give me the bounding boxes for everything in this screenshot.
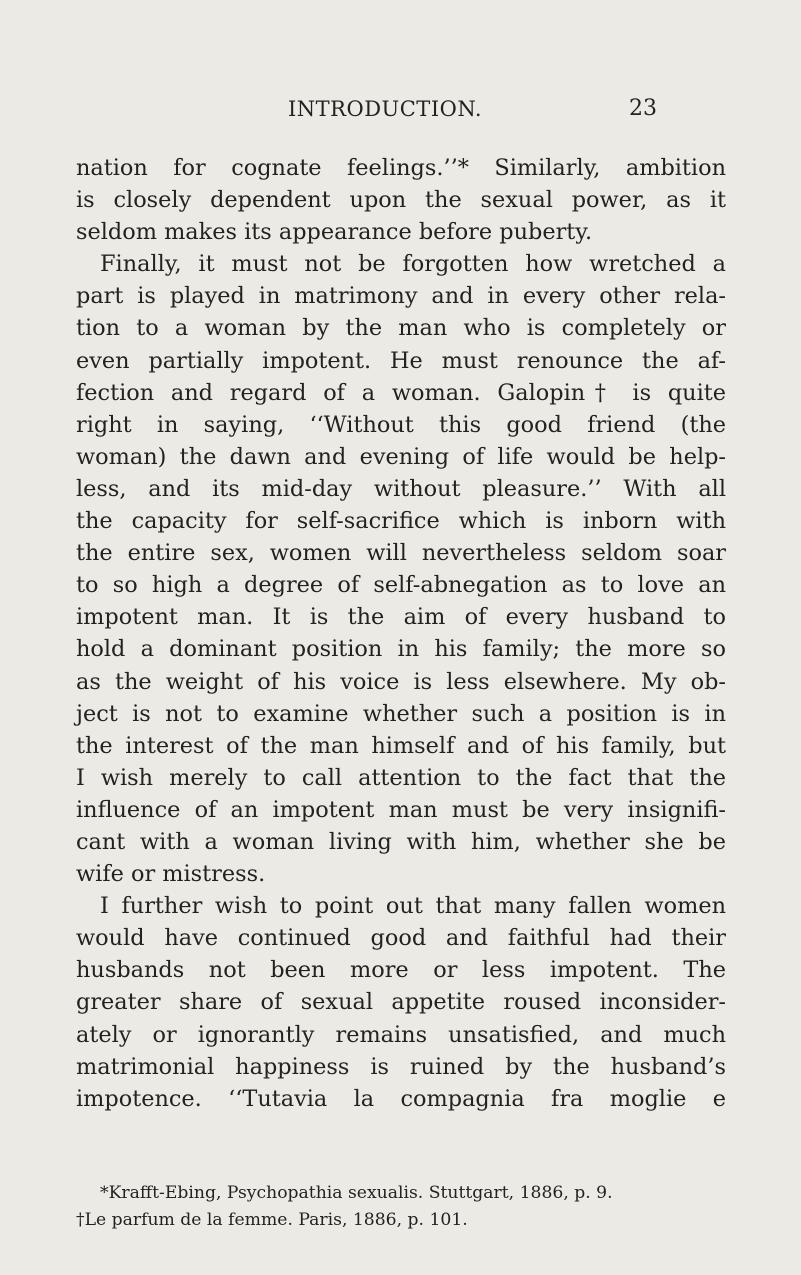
text-line: ately or ignorantly remains unsatisfied, and much [76, 1021, 726, 1048]
text-line: I further wish to point out that many fallen women [100, 893, 726, 920]
text-line: right in saying, ‘‘Without this good friend (the [76, 411, 726, 438]
running-header-title: INTRODUCTION. [288, 97, 483, 121]
text-line: cant with a woman living with him, whether she be [76, 828, 726, 855]
text-line: part is played in matrimony and in every other rela- [76, 283, 726, 310]
text-line: the entire sex, women will nevertheless seldom soar [76, 540, 726, 567]
text-line: wife or mistress. [76, 861, 266, 888]
text-line: fection and regard of a woman. Galopin† is quite [76, 379, 726, 406]
text-line: impotence. ‘‘Tutavia la compagnia fra moglie e [76, 1085, 726, 1112]
text-line: to so high a degree of self-abnegation as to love an [76, 572, 726, 599]
text-line: nation for cognate feelings.’’* Similarly, ambition [76, 155, 726, 181]
text-line: matrimonial happiness is ruined by the husband’s [76, 1053, 726, 1080]
footnote: *Krafft-Ebing, Psychopathia sexualis. Stuttgart, 1886, p. 9. [100, 1183, 613, 1203]
text-line: tion to a woman by the man who is completely or [76, 315, 726, 342]
text-line: impotent man. It is the aim of every husband to [76, 604, 726, 631]
page-number: 23 [629, 96, 657, 121]
text-line: influence of an impotent man must be very insignifi- [76, 796, 726, 823]
text-line: greater share of sexual appetite roused inconsider- [76, 989, 726, 1016]
footnotes [76, 1180, 726, 1234]
text-line: even partially impotent. He must renounce the af- [76, 347, 726, 374]
text-line: husbands not been more or less impotent. The [76, 957, 726, 984]
text-line: hold a dominant position in his family; the more so [76, 636, 726, 663]
text-line: less, and its mid-day without pleasure.’’ With all [76, 475, 726, 502]
text-line: the capacity for self-sacrifice which is inborn with [76, 508, 726, 535]
text-line: the interest of the man himself and of his family, but [76, 732, 726, 759]
text-line: ject is not to examine whether such a position is in [76, 700, 726, 727]
footnote: †Le parfum de la femme. Paris, 1886, p. 101. [76, 1210, 468, 1230]
text-line: I wish merely to call attention to the fact that the [76, 764, 726, 791]
text-line: is closely dependent upon the sexual power, as it [76, 187, 726, 214]
text-line: as the weight of his voice is less elsewhere. My ob- [76, 668, 726, 695]
running-header [0, 97, 801, 127]
text-line: woman) the dawn and evening of life would be help- [76, 443, 726, 470]
text-line: seldom makes its appearance before puberty. [76, 219, 593, 246]
text-line: would have continued good and faithful had their [76, 925, 726, 952]
body-text [76, 152, 726, 1115]
text-line: Finally, it must not be forgotten how wretched a [100, 251, 726, 278]
